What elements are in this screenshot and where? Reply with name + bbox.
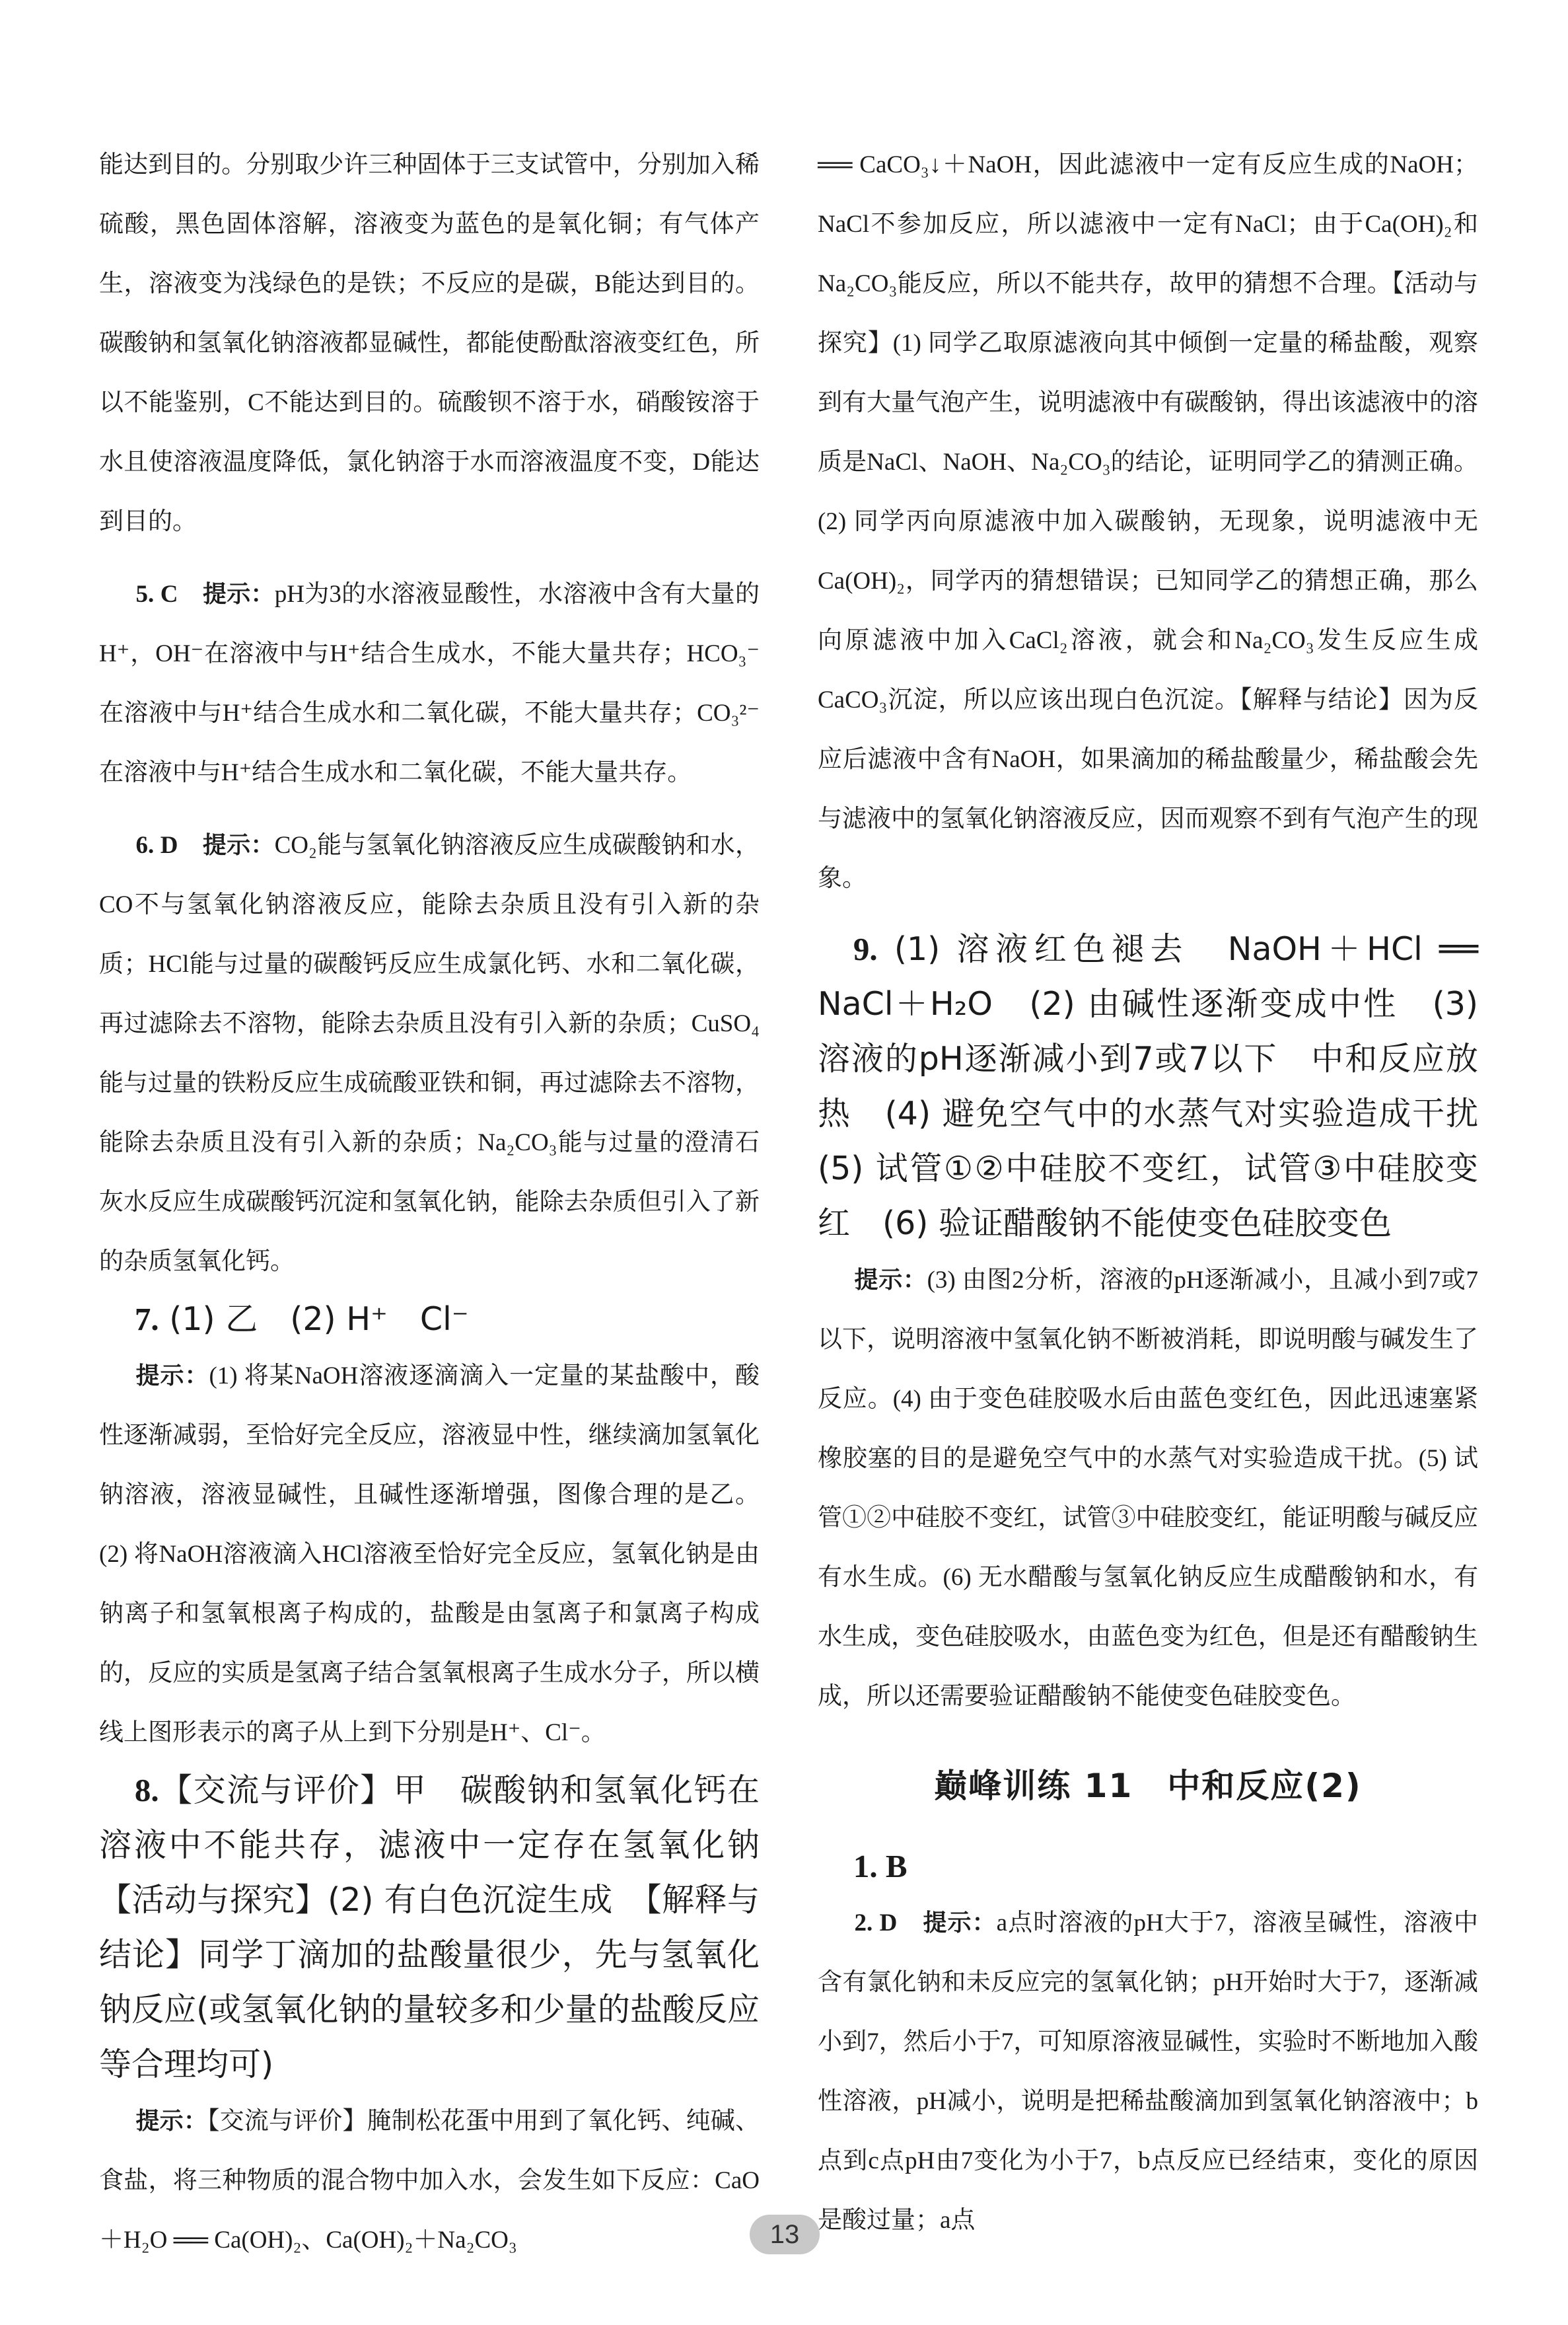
answer-1-number: 1. B [853,1848,908,1884]
answer-2 [818,1894,1478,2250]
answer-8 [99,1763,793,2092]
answer-7 [99,1292,760,1347]
answer-9-text: (1) 溶液红色褪去 NaOH＋HCl ══ NaCl＋H₂O (2) 由碱性逐渐变成中性 (3) 溶液的pH逐渐减小到7或7以下 中和反应放热 (4) 避免空气中的水蒸气对实验造成干扰 (5) 试管①②中硅胶不变红，试管③中硅胶变红 (6) 验证醋酸钠不能使变色硅胶变色 [818,930,1511,1242]
hint-label: 提示： [923,1909,997,1937]
page-number: 13 [750,2215,820,2254]
answer-9-number: 9. [853,931,878,967]
answer-5-number: 5. C [135,581,178,608]
answer-1 [818,1839,1478,1894]
hint-text: a点时溶液的pH大于7，溶液呈碱性，溶液中含有氯化钠和未反应完的氢氧化钠；pH开始时大于7，逐渐减小到7，然后小于7，可知原溶液显碱性，实验时不断地加入酸性溶液，pH减小，说明是把稀盐酸滴加到氢氧化钠溶液中；b点到c点pH由7变化为小于7，b点反应已经结束，变化的原因是酸过量；a点 [818,1909,1478,2234]
answer-2-number: 2. D [854,1909,898,1937]
hint-text: (1) 将某NaOH溶液逐滴滴入一定量的某盐酸中，酸性逐渐减弱，至恰好完全反应，溶液显中性，继续滴加氢氧化钠溶液，溶液显碱性，且碱性逐渐增强，图像合理的是乙。(2) 将NaOH溶液滴入HCl溶液至恰好完全反应，氢氧化钠是由钠离子和氢氧根离子构成的，盐酸是由氢离子和氯离子构成的，反应的实质是氢离子结合氢氧根离子生成水分子，所以横线上图形表示的离子从上到下分别是H⁺、Cl⁻。 [99,1362,760,1746]
hint-label: 提示： [202,581,275,608]
answer-5 [99,565,760,803]
hint-label: 提示： [135,2108,207,2135]
answer-6 [99,816,760,1292]
answer-9 [818,922,1511,1251]
section-title: 巅峰训练 11 中和反应(2) [934,1767,1362,1805]
hint-8 [99,2092,760,2270]
continued-paragraph: ══ CaCO₃↓＋NaOH，因此滤液中一定有反应生成的NaOH；NaCl不参加反应，所以滤液中一定有NaCl；由于Ca(OH)₂和Na₂CO₃能反应，所以不能共存，故甲的猜想不合理。【活动与探究】(1) 同学乙取原滤液向其中倾倒一定量的稀盐酸，观察到有大量气泡产生，说明滤液中有碳酸钠，得出该滤液中的溶质是NaCl、NaOH、Na₂CO₃的结论，证明同学乙的猜测正确。(2) 同学丙向原滤液中加入碳酸钠，无现象，说明滤液中无Ca(OH)₂，同学丙的猜想错误；已知同学乙的猜想正确，那么向原滤液中加入CaCl₂溶液，就会和Na₂CO₃发生反应生成CaCO₃沉淀，所以应该出现白色沉淀。【解释与结论】因为反应后滤液中含有NaOH，如果滴加的稀盐酸量少，稀盐酸会先与滤液中的氢氧化钠溶液反应，因而观察不到有气泡产生的现象。 [818,151,1478,892]
hint-7 [99,1347,760,1763]
answer-7-number: 7. [134,1301,159,1337]
right-column [818,135,1511,2250]
hint-text: pH为3的水溶液显酸性，水溶液中含有大量的H⁺，OH⁻在溶液中与H⁺结合生成水，不能大量共存；HCO₃⁻在溶液中与H⁺结合生成水和二氧化碳，不能大量共存；CO₃²⁻在溶液中与H⁺结合生成水和二氧化碳，不能大量共存。 [99,581,760,786]
answer-8-number: 8. [134,1772,159,1808]
continued-paragraph: 能达到目的。分别取少许三种固体于三支试管中，分别加入稀硫酸，黑色固体溶解，溶液变为蓝色的是氧化铜；有气体产生，溶液变为浅绿色的是铁；不反应的是碳，B能达到目的。碳酸钠和氢氧化钠溶液都显碱性，都能使酚酞溶液变红色，所以不能鉴别，C不能达到目的。硫酸钡不溶于水，硝酸铵溶于水且使溶液温度降低，氯化钠溶于水而溶液温度不变，D能达到目的。 [99,151,760,535]
answer-6-number: 6. D [135,832,178,859]
answer-8-text: 【交流与评价】甲 碳酸钠和氢氧化钙在溶液中不能共存，滤液中一定存在氢氧化钠 【活动与探究】(2) 有白色沉淀生成 【解释与结论】同学丁滴加的盐酸量很少，先与氢氧化钠反应(或氢氧化钠的量较多和少量的盐酸反应等合理均可) [99,1771,793,2083]
hint-label: 提示： [202,832,275,859]
answer-7-text: (1) 乙 (2) H⁺ Cl⁻ [169,1300,469,1338]
hint-text: CO₂能与氢氧化钠溶液反应生成碳酸钠和水，CO不与氢氧化钠溶液反应，能除去杂质且没有引入新的杂质；HCl能与过量的碳酸钙反应生成氯化钙、水和二氧化碳，再过滤除去不溶物，能除去杂质且没有引入新的杂质；CuSO₄能与过量的铁粉反应生成硫酸亚铁和铜，再过滤除去不溶物，能除去杂质且没有引入新的杂质；Na₂CO₃能与过量的澄清石灰水反应生成碳酸钙沉淀和氢氧化钠，能除去杂质但引入了新的杂质氢氧化钙。 [99,832,760,1275]
hint-label: 提示： [854,1267,927,1294]
hint-text: 【交流与评价】腌制松花蛋中用到了氧化钙、纯碱、食盐，将三种物质的混合物中加入水，会发生如下反应：CaO＋H₂O ══ Ca(OH)₂、Ca(OH)₂＋Na₂CO₃ [99,2108,760,2254]
hint-text: (3) 由图2分析，溶液的pH逐渐减小，且减小到7或7以下，说明溶液中氢氧化钠不断被消耗，即说明酸与碱发生了反应。(4) 由于变色硅胶吸水后由蓝色变红色，因此迅速塞紧橡胶塞的目的是避免空气中的水蒸气对实验造成干扰。(5) 试管①②中硅胶不变红，试管③中硅胶变红，能证明酸与碱反应有水生成。(6) 无水醋酸与氢氧化钠反应生成醋酸钠和水，有水生成，变色硅胶吸水，由蓝色变为红色，但是还有醋酸钠生成，所以还需要验证醋酸钠不能使变色硅胶变色。 [818,1267,1478,1710]
hint-9 [818,1251,1478,1726]
hint-label: 提示： [135,1362,209,1389]
